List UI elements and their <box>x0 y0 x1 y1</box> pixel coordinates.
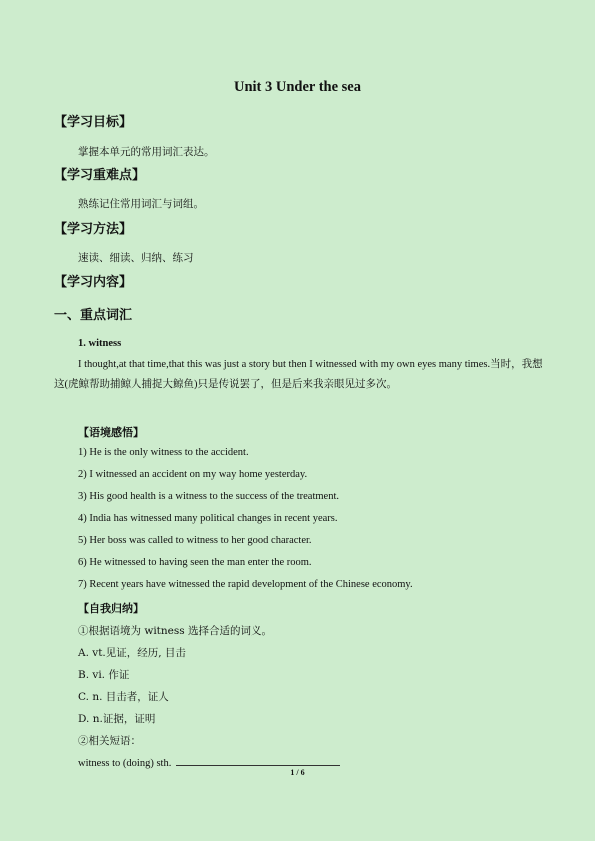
example-sentence: 5) Her boss was called to witness to her good character. <box>78 535 312 546</box>
word-label: 1. witness <box>78 338 122 349</box>
example-sentence: 2) I witnessed an accident on my way home yesterday. <box>78 469 308 480</box>
method-text: 速读、细读、归纳、练习 <box>78 252 194 264</box>
page-title: Unit 3 Under the sea <box>233 79 361 95</box>
key-heading: 【学习重难点】 <box>54 168 146 183</box>
example-sentence: 7) Recent years have witnessed the rapid development of the Chinese economy. <box>78 579 413 590</box>
example-sentence: 6) He witnessed to having seen the man enter the room. <box>78 557 312 568</box>
option-a: A. vt.见证，经历, 目击 <box>78 647 186 659</box>
key-text: 熟练记住常用词汇与词组。 <box>78 198 204 210</box>
summary-heading: 【自我归纳】 <box>78 602 144 615</box>
page-number: 1 / 6 <box>290 768 305 777</box>
summary-intro: ①根据语境为 witness 选择合适的词义。 <box>78 625 272 637</box>
phrase-text: witness to (doing) sth. <box>78 758 172 769</box>
phrase-intro: ②相关短语： <box>78 735 141 747</box>
context-heading: 【语境感悟】 <box>78 426 144 439</box>
option-b: B. vi. 作证 <box>78 669 130 681</box>
goal-text: 掌握本单元的常用词汇表达。 <box>78 146 215 158</box>
goal-heading: 【学习目标】 <box>54 115 133 130</box>
section-one-heading: 一、重点词汇 <box>54 308 133 323</box>
example-sentence: 3) His good health is a witness to the success of the treatment. <box>78 491 339 502</box>
example-sentence: 1) He is the only witness to the accident. <box>78 447 249 458</box>
answer-blank[interactable] <box>176 755 340 766</box>
method-heading: 【学习方法】 <box>54 222 133 237</box>
example-sentence: 4) India has witnessed many political changes in recent years. <box>78 513 338 524</box>
option-c: C. n. 目击者，证人 <box>78 691 169 703</box>
word-paragraph: I thought,at that time,that this was just a story but then I witnessed with my own eyes many times.当时，我想这(虎鲸帮助捕鲸人捕捉大鲸鱼)只是传说罢了，但是后来我亲眼见过多次。 <box>54 359 543 390</box>
option-d: D. n.证据，证明 <box>78 713 156 725</box>
content-heading: 【学习内容】 <box>54 275 133 290</box>
phrase-line <box>78 755 340 769</box>
